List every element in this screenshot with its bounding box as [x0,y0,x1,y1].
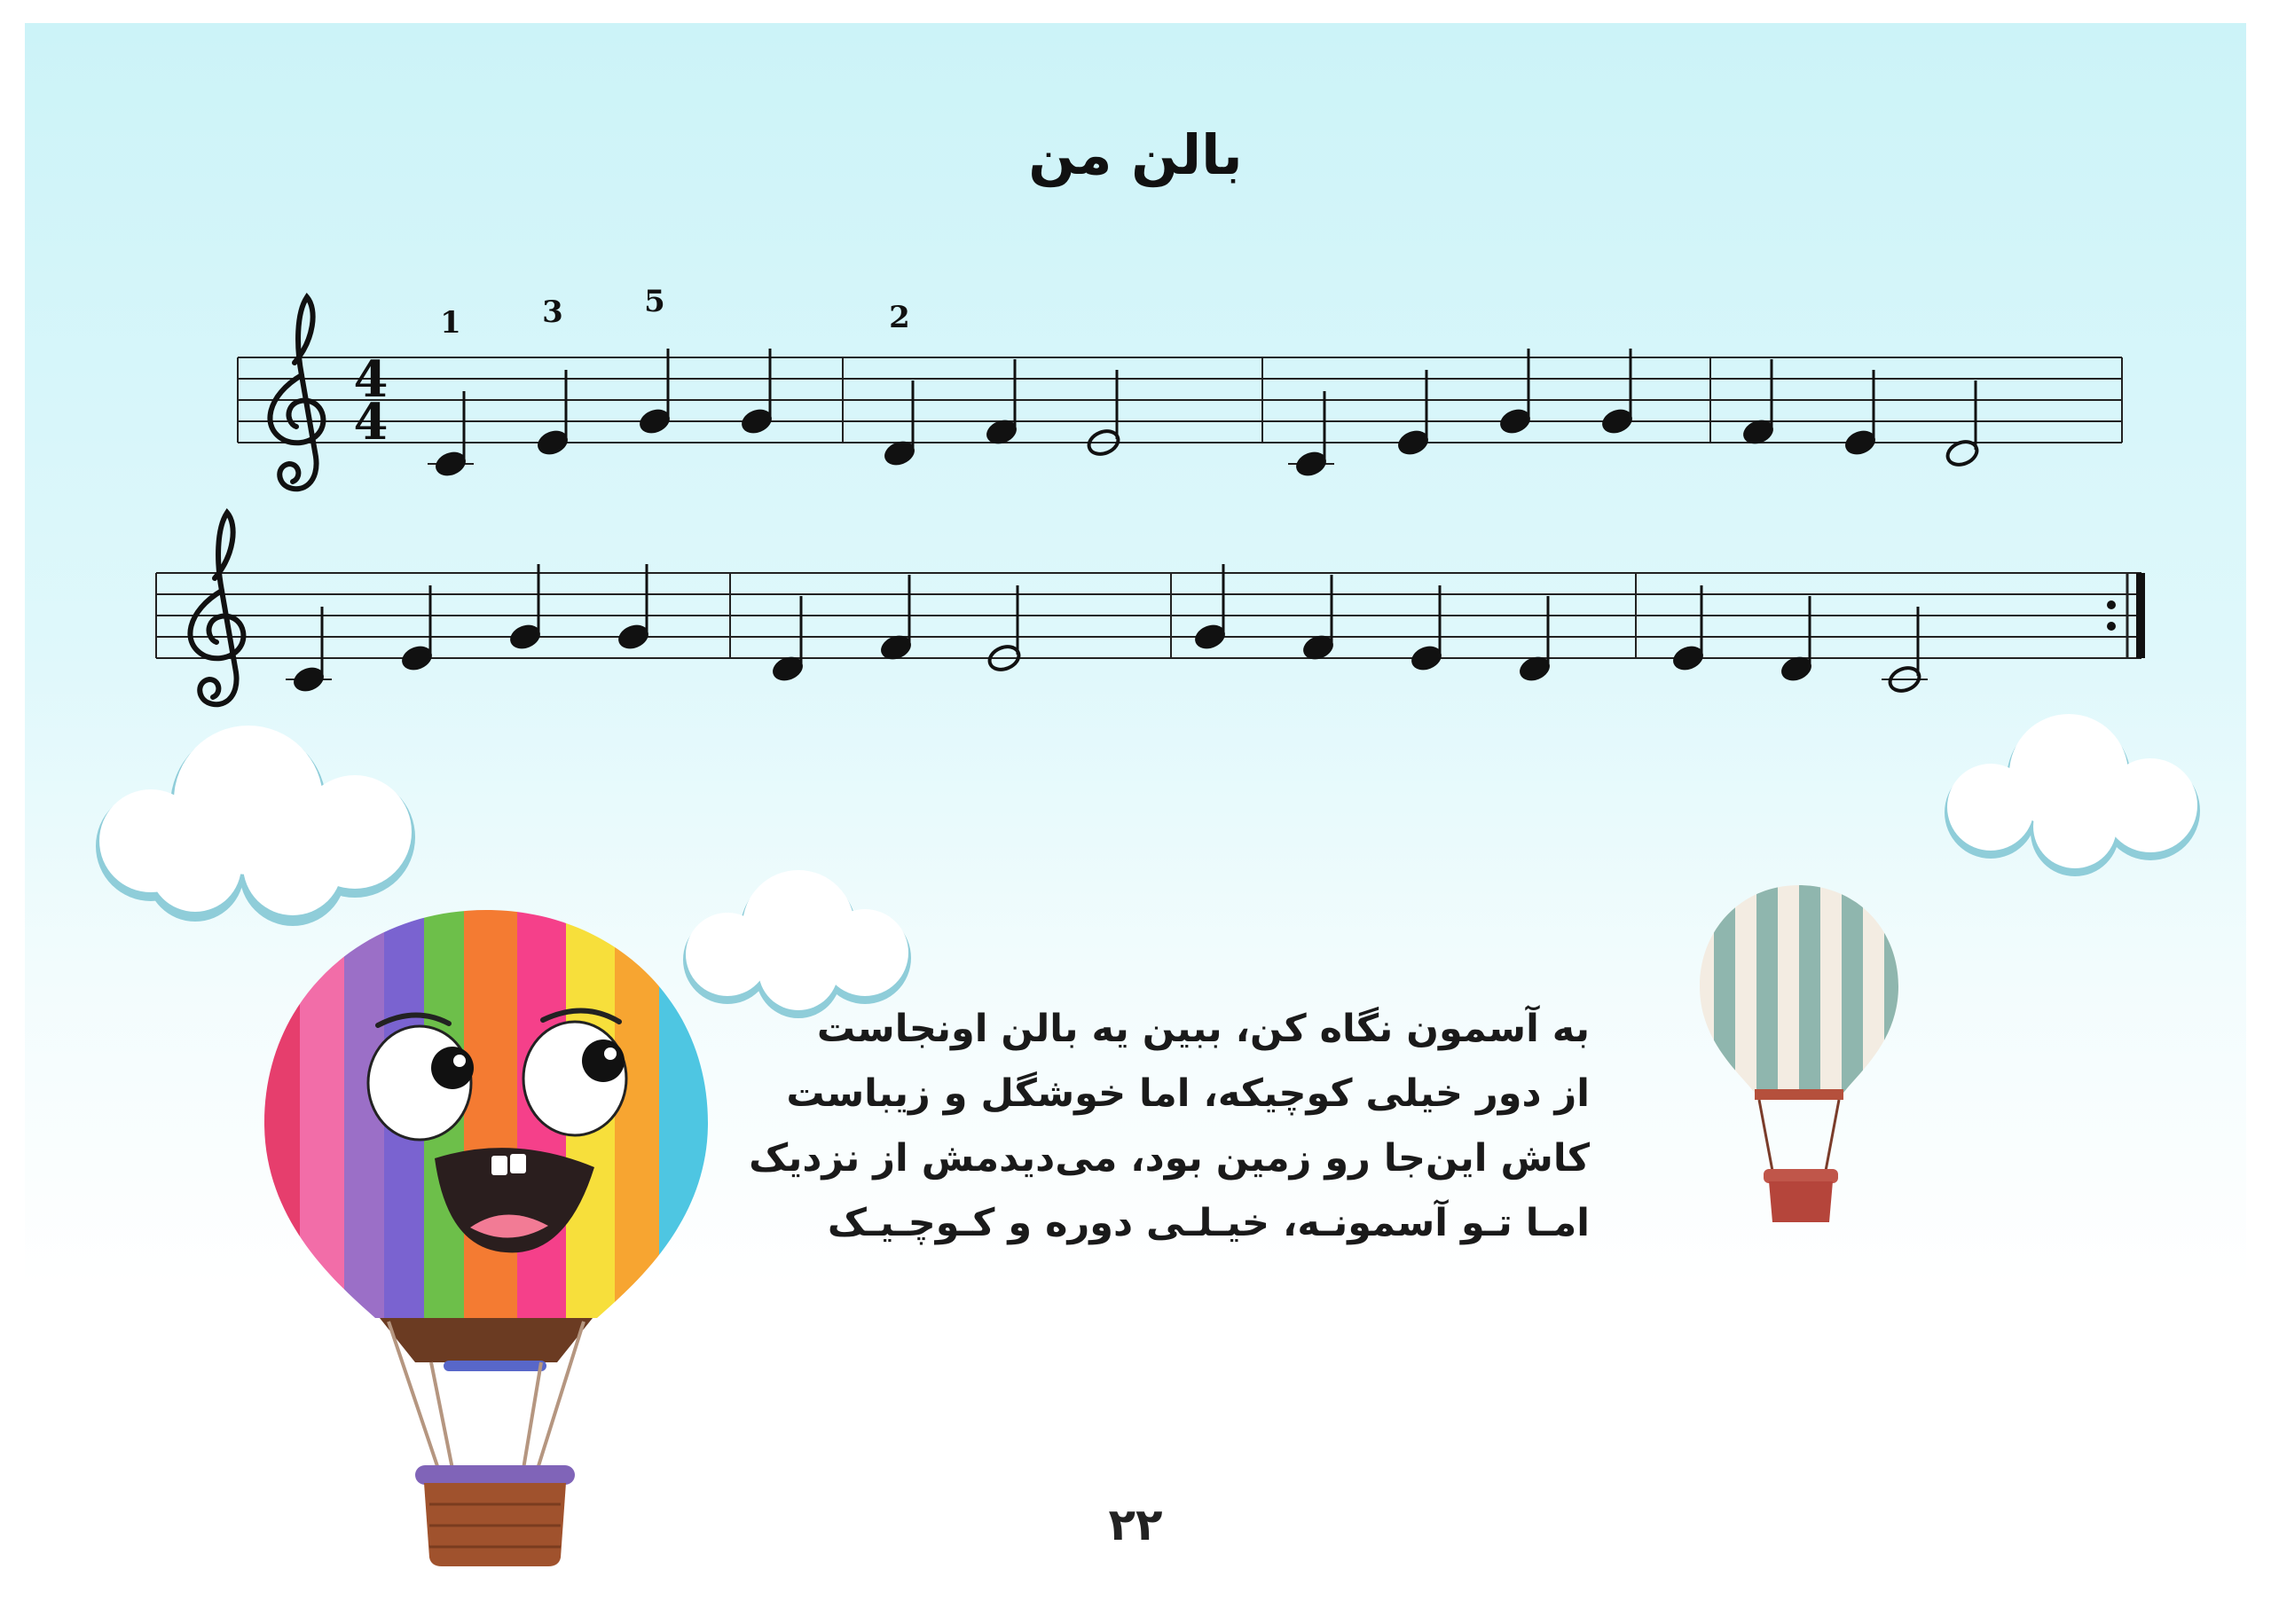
fingering-number: 1 [440,305,461,341]
lyric-line-2: از دور خیلی کوچیکه، اما خوشگل و زیباست [786,1071,1590,1116]
balloon-neck [380,1318,593,1362]
treble-clef-icon [190,513,243,704]
time-signature-top: 4 [353,350,389,409]
repeat-dot [2107,600,2116,609]
book-page [25,23,2246,1602]
repeat-dot [2107,622,2116,631]
lyric-line-4: امـا تـو آسمونـه، خیـلـی دوره و کـوچـیـک [827,1201,1590,1245]
treble-clef-icon [270,297,323,489]
fingering-number: 3 [542,294,563,330]
final-barline [2136,573,2145,658]
lyric-line-3: کاش این‌جا رو زمین بود، می‌دیدمش از نزدیک [749,1136,1590,1181]
time-signature-bottom: 4 [353,393,389,451]
striped-balloon-icon[interactable] [1693,880,1906,1235]
cloud-icon [1929,708,2212,885]
lyric-line-1: به آسمون نگاه کن، ببین یه بالن اونجاست [816,1007,1590,1051]
page-number: ۲۲ [1108,1499,1163,1550]
fingering-number: 2 [889,300,910,335]
song-title: بالن من [1028,122,1243,187]
sheet-music [25,23,2246,759]
balloon-envelope [247,901,726,1327]
lyrics-block [749,997,1590,1256]
rainbow-balloon-character[interactable] [247,901,726,1584]
fingering-number: 5 [644,284,665,319]
